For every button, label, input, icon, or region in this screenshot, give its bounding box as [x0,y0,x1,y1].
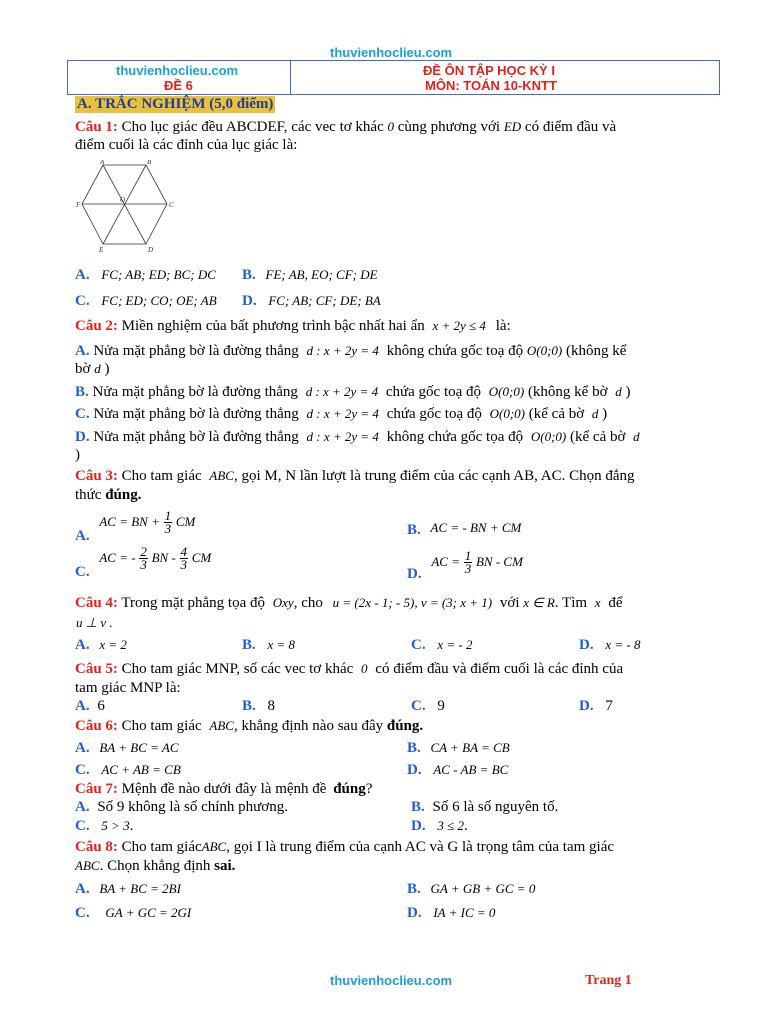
q2-opt-d-text3: (kể cả bờ [570,429,626,445]
q4-label: Câu 4: [75,595,118,611]
q6-option-c[interactable] [75,762,181,779]
q8-option-a[interactable] [75,881,181,898]
q3-option-d[interactable] [407,548,523,582]
q3-opt-c-lhs: AC = - [99,549,136,565]
q5-opt-a-letter: A. [75,698,90,714]
q4-oxy: Oxy [272,595,294,610]
q3-opt-b-letter: B. [407,522,421,538]
q4-xvar: x [594,595,601,610]
q2-opt-b-text3: (không kể bờ [527,384,608,400]
q4-opt-b-letter: B. [242,637,256,653]
q4-vectors: u = (2x - 1; - 5), v = (3; x + 1) [332,595,493,610]
q1-text-c: có điểm đầu và [524,119,617,135]
q2-opt-d-origin: O(0;0) [530,429,567,444]
q5-stem-line2: tam giác MNP là: [75,680,181,696]
q2-opt-b-d: d [615,384,622,399]
q1-opt-d-text: FC; AB; CF; DE; BA [268,293,381,308]
q4-text-c: với [499,595,520,611]
q2-option-d-cont: ) [75,447,80,463]
q4-stem-line1 [75,595,622,612]
q7-opt-b-letter: B. [411,799,425,815]
q5-text-b: có điểm đầu và điểm cuối là các đỉnh của [375,661,624,677]
q8-opt-d-letter: D. [407,905,422,921]
q7-option-d[interactable]: D. 3 ≤ 2. [411,818,468,834]
hexagon-figure [76,160,186,254]
q2-label: Câu 2: [75,318,118,334]
q1-opt-c-text: FC; ED; CO; OE; AB [101,293,217,308]
q1-opt-b-letter: B. [242,267,256,283]
q3-option-b[interactable] [407,522,521,539]
q6-opt-a-text: BA + BC = AC [99,740,179,755]
hex-label-a: A [100,160,105,166]
q1-opt-d-letter: D. [242,293,257,309]
q2-option-a-cont [75,361,109,378]
q2-opt-d-text2: không chứa gốc tọa độ [386,429,524,445]
q5-label: Câu 5: [75,661,118,677]
q3-opt-c-letter: C. [75,563,90,580]
q4-opt-b-text: x = 8 [267,637,296,652]
q6-stem [75,718,423,735]
q5-option-b[interactable] [242,698,275,715]
q4-text-a: Trong mặt phẳng tọa độ [121,595,266,611]
q8-text-a: Cho tam giác [121,839,202,855]
hex-label-d: D [148,246,154,254]
q3-opt-d-letter: D. [407,565,422,582]
q6-option-a[interactable] [75,740,179,757]
q2-opt-d-d: d [633,429,640,444]
q5-text-a: Cho tam giác MNP, số các vec tơ khác [121,661,354,677]
q7-opt-a-letter: A. [75,799,90,815]
q7-opt-d-letter: D. [411,818,426,834]
q2-opt-a-text3: (không kể [566,343,627,359]
q1-opt-a-letter: A. [75,267,90,283]
q2-inequality: x + 2y ≤ 4 [432,318,486,333]
q3-option-a[interactable] [75,508,196,544]
q4-perp-condition: u ⊥ v . [76,615,113,630]
q7-option-a[interactable] [75,799,288,816]
footer-site-link[interactable]: thuvienhoclieu.com [330,973,453,988]
q2-opt-a-eq: d : x + 2y = 4 [306,343,379,358]
q5-stem-line1 [75,661,623,678]
hex-label-b: B [147,160,152,166]
hex-label-o: O [120,196,126,204]
q1-ed-vector: ED [503,119,522,134]
q2-opt-b-letter: B. [75,384,89,400]
q4-cond: x ∈ R [523,595,555,610]
q3-opt-d-num: 1 [464,548,472,563]
q4-text-b: , cho [293,595,323,611]
exam-code: ĐỀ 6 [164,78,193,93]
q8-bold: sai. [214,858,236,874]
q4-option-b[interactable] [242,637,295,654]
q6-bold: đúng. [386,718,424,734]
q1-text-a: Cho lục giác đều ABCDEF, các vec tơ khác [121,119,384,135]
q7-opt-c-text: 5 > 3 [101,818,130,833]
q1-label: Câu 1: [75,119,118,135]
q8-label: Câu 8: [75,839,118,855]
q8-option-d[interactable] [407,905,495,922]
q1-option-c[interactable] [75,293,217,310]
q6-opt-b-text: CA + BA = CB [430,740,510,755]
q2-opt-a-letter: A. [75,343,90,359]
q2-option-c[interactable] [75,406,607,423]
q5-opt-d-text: 7 [605,698,613,714]
q4-opt-d-text: x = - 8 [605,637,641,652]
q3-option-c[interactable] [75,544,212,580]
q5-opt-c-letter: C. [411,698,426,714]
q4-option-d[interactable] [579,637,640,654]
exam-subject: MÔN: TOÁN 10-KNTT [425,78,557,93]
q2-opt-c-d: d [591,406,599,421]
q8-abc2: ABC [75,858,100,873]
q1-opt-a-text: FC; AB; ED; BC; DC [101,267,216,282]
header-divider [290,61,291,94]
q6-label: Câu 6: [75,718,118,734]
q6-opt-c-letter: C. [75,762,90,778]
q6-opt-d-letter: D. [407,762,422,778]
q8-abc: ABC [201,839,227,854]
q3-opt-c-mid: BN - [151,549,176,565]
q5-opt-d-letter: D. [579,698,594,714]
q2-opt-d-letter: D. [75,429,90,445]
q3-opt-a-den: 3 [164,521,172,536]
q1-opt-c-letter: C. [75,293,90,309]
q2-opt-a-text4: bờ [75,361,91,377]
q7-opt-d-text: 3 ≤ 2 [437,818,464,833]
q2-opt-d-eq: d : x + 2y = 4 [306,429,379,444]
q3-text-a: Cho tam giác [121,468,202,484]
q3-stem-line1 [75,468,635,485]
q3-opt-d-den: 3 [464,561,472,576]
q3-opt-b-expr: AC = - BN + CM [430,520,522,535]
q5-option-c[interactable] [411,698,445,715]
q2-opt-d-text1: Nửa mặt phẳng bờ là đường thẳng [93,429,299,445]
q1-option-a[interactable] [75,267,216,284]
q2-stem [75,318,511,335]
q4-option-c[interactable] [411,637,472,654]
q2-opt-c-letter: C. [75,406,90,422]
q3-stem-line2 [75,487,142,504]
q8-opt-b-letter: B. [407,881,421,897]
q2-opt-c-text2: chứa gốc toạ độ [386,406,482,422]
q7-stem [75,781,372,798]
q7-opt-a-text: Số 9 không là số chính phương. [97,799,288,815]
q8-text-c: . Chọn khẳng định [99,858,211,874]
q6-text-b: , khẳng định nào sau đây [233,718,384,734]
q5-opt-a-text: 6 [97,698,105,714]
q1-text-b: cùng phương với [397,119,501,135]
q6-opt-b-letter: B. [407,740,421,756]
q3-opt-c-den1: 3 [140,557,147,572]
hex-label-c: C [169,201,174,209]
q4-opt-a-text: x = 2 [99,637,127,652]
q3-text-c: thức [75,487,102,503]
q8-opt-a-letter: A. [75,881,90,897]
q2-opt-a-text1: Nửa mặt phẳng bờ là đường thẳng [93,343,299,359]
q6-option-b[interactable] [407,740,510,757]
q1-stem-line1 [75,119,616,136]
q1-option-b[interactable] [242,267,378,284]
q3-opt-c-den2: 3 [180,557,188,572]
exam-header-box [67,60,720,95]
q3-opt-a-rhs: CM [175,513,196,529]
q4-option-a[interactable] [75,637,127,654]
q6-opt-a-letter: A. [75,740,90,756]
q3-opt-c-rhs: CM [191,549,212,565]
q3-abc: ABC [209,468,234,483]
q3-bold: đúng. [105,487,142,503]
q8-opt-b-text: GA + GB + GC = 0 [430,881,536,896]
q8-opt-c-text: GA + GC = 2GI [105,905,192,920]
q8-opt-a-text: BA + BC = 2BI [99,881,181,896]
q6-opt-d-text: AC - AB = BC [433,762,509,777]
q2-option-b[interactable] [75,384,631,401]
q3-opt-c-num2: 4 [180,544,188,559]
q4-opt-a-letter: A. [75,637,90,653]
q2-opt-a-origin: O(0;0) [526,343,563,358]
q2-opt-b-text1: Nửa mặt phẳng bờ là đường thẳng [92,384,298,400]
q2-opt-b-text4: ) [625,384,631,400]
q5-opt-b-text: 8 [267,698,276,714]
q4-opt-c-text: x = - 2 [437,637,473,652]
q2-opt-b-eq: d : x + 2y = 4 [305,384,379,399]
q5-opt-c-text: 9 [437,698,445,714]
q3-opt-d-rhs: BN - CM [475,553,523,569]
q2-opt-c-eq: d : x + 2y = 4 [306,406,379,421]
q4-opt-c-letter: C. [411,637,426,653]
q8-opt-d-text: IA + IC = 0 [433,905,496,920]
q2-tail: là: [495,318,511,334]
q5-option-a[interactable] [75,698,105,715]
q8-opt-c-letter: C. [75,905,90,921]
q5-opt-b-letter: B. [242,698,256,714]
q2-opt-c-text1: Nửa mặt phẳng bờ là đường thẳng [93,406,299,422]
q7-label: Câu 7: [75,781,118,797]
q8-option-b[interactable] [407,881,535,898]
header-site[interactable]: thuvienhoclieu.com [116,63,239,78]
q1-option-d[interactable] [242,293,381,310]
section-title: A. TRẮC NGHIỆM (5,0 điểm) [77,96,274,112]
q2-opt-b-text2: chứa gốc toạ độ [385,384,482,400]
q6-option-d[interactable] [407,762,508,779]
q8-stem-line1 [75,839,614,856]
q6-opt-c-text: AC + AB = CB [101,762,181,777]
q2-option-a[interactable] [75,343,626,360]
q3-opt-d-lhs: AC = [431,553,460,569]
q8-stem-line2 [75,858,235,875]
q1-stem-line2: điểm cuối là các đỉnh của lục giác là: [75,137,298,153]
q2-opt-c-text3: (kể cả bờ [528,406,585,422]
q1-zero-vector: 0 [387,119,394,134]
q1-opt-b-text: FE; AB, EO; CF; DE [265,267,378,282]
q7-opt-c-letter: C. [75,818,90,834]
q7-text: Mệnh đề nào dưới đây là mệnh đề [121,781,327,797]
q6-text-a: Cho tam giác [121,718,202,734]
q7-option-b[interactable] [411,799,558,816]
q2-opt-a-text2: không chứa gốc toạ độ [386,343,524,359]
q7-opt-b-text: Số 6 là số nguyên tố. [432,799,559,815]
q2-opt-b-origin: O(0;0) [488,384,525,399]
q2-text: Miền nghiệm của bất phương trình bậc nhất hai ẩn [121,318,425,334]
q7-tail: ? [365,781,373,797]
q2-opt-c-origin: O(0;0) [489,406,526,421]
q7-bold: đúng [333,781,366,797]
q2-opt-c-text4: ) [602,406,608,422]
q5-option-d[interactable] [579,698,613,715]
q3-opt-a-lhs: AC = BN + [99,513,160,529]
site-header-link[interactable]: thuvienhoclieu.com [330,45,453,60]
q3-text-b: , gọi M, N lần lượt là trung điểm của các cạnh AB, AC. Chọn đẳng [233,468,635,484]
q6-abc: ABC [209,718,234,733]
q2-opt-a-d: d [94,361,101,376]
q3-opt-a-num: 1 [164,508,172,523]
q8-option-c[interactable] [75,905,191,922]
page-number: Trang 1 [585,973,632,988]
q2-option-d[interactable] [75,429,640,446]
q3-opt-c-num1: 2 [140,544,147,559]
hex-label-e: E [99,246,104,254]
q4-opt-d-letter: D. [579,637,594,653]
q3-opt-a-letter: A. [75,527,90,544]
q2-opt-a-text5: ) [104,361,110,377]
q4-text-e: để [608,595,623,611]
exam-title: ĐỀ ÔN TẬP HỌC KỲ I [423,63,555,78]
hex-label-f: F [76,201,81,209]
q4-text-d: . Tìm [554,595,588,611]
q8-text-b: , gọi I là trung điểm của cạnh AC và G là trọng tâm của tam giác [226,839,615,855]
q5-zero-vector: 0 [361,661,368,676]
q3-label: Câu 3: [75,468,118,484]
q7-option-c[interactable]: C. 5 > 3. [75,818,134,834]
